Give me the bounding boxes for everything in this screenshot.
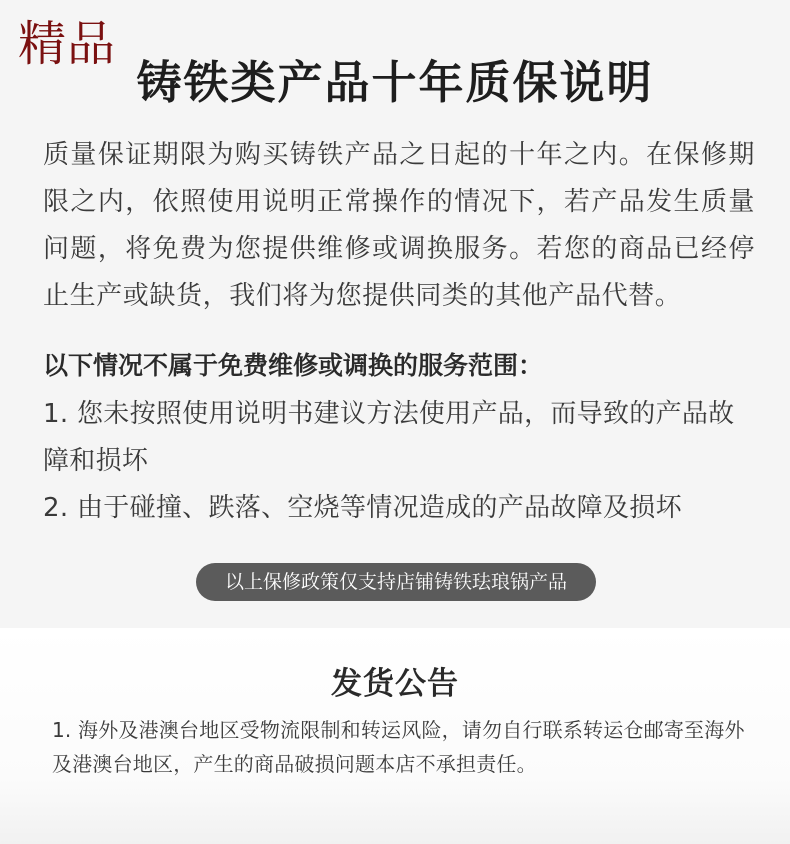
shipping-notice-text: 1. 海外及港澳台地区受物流限制和转运风险，请勿自行联系转运仓邮寄至海外及港澳台地区，产生的商品破损问题本店不承担责任。 xyxy=(52,718,745,776)
warranty-title: 铸铁类产品十年质保说明 xyxy=(136,56,654,109)
exclusions-list xyxy=(43,391,755,532)
exclusion-item: 2. 由于碰撞、跌落、空烧等情况造成的产品故障及损坏 xyxy=(43,493,682,523)
exclusions-heading: 以下情况不属于免费维修或调换的服务范围： xyxy=(43,351,544,380)
policy-notice-badge: 以上保修政策仅支持店铺铸铁珐琅锅产品 xyxy=(196,563,596,601)
shipping-title: 发货公告 xyxy=(331,666,459,702)
exclusion-item: 1. 您未按照使用说明书建议方法使用产品，而导致的产品故障和损坏 xyxy=(43,399,735,476)
watermark-text: 精品 xyxy=(18,16,117,72)
warranty-paragraph: 质量保证期限为购买铸铁产品之日起的十年之内。在保修期限之内，依照使用说明正常操作的情况下，若产品发生质量问题，将免费为您提供维修或调换服务。若您的商品已经停止生产或缺货，我们将为您提供同类的其他产品代替。 xyxy=(43,140,755,311)
